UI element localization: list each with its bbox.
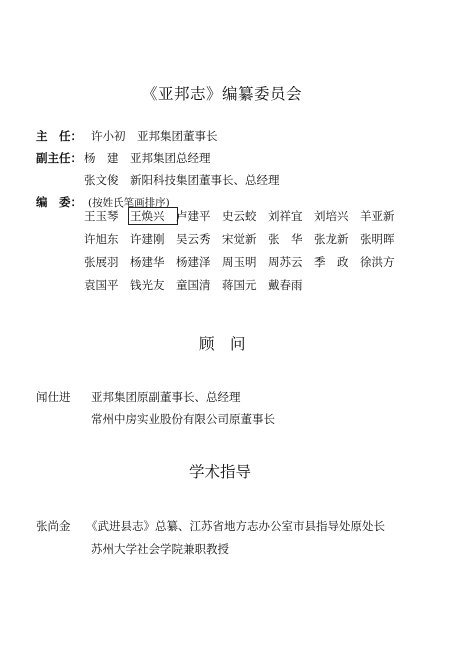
members-label: 编 委： <box>36 195 82 209</box>
advisor-title: 亚邦集团原副董事长、总经理 <box>91 390 241 404</box>
member-name: 卢建平 <box>176 209 211 223</box>
member-name: 吴云秀 <box>176 232 211 246</box>
page-title: 《亚邦志》编纂委员会 <box>142 85 303 103</box>
member-name: 史云蛟 <box>222 209 257 223</box>
director-label: 主 任： <box>36 129 82 143</box>
member-name: 许建刚 <box>130 232 165 246</box>
member-name: 童国清 <box>176 278 211 292</box>
member-name: 王玉琴 <box>84 209 119 223</box>
deputy-label: 副主任： <box>36 151 82 165</box>
member-name: 羊亚新 <box>360 209 395 223</box>
member-name-highlighted: 王焕兴 <box>130 209 176 223</box>
member-name: 张龙新 <box>314 232 349 246</box>
member-name: 刘祥宜 <box>268 209 303 223</box>
member-name: 杨建泽 <box>176 255 211 269</box>
member-name: 刘培兴 <box>314 209 349 223</box>
academic-advisor-title: 苏州大学社会学院兼职教授 <box>91 542 229 556</box>
member-name: 钱光友 <box>130 278 165 292</box>
member-name: 徐洪方 <box>360 255 395 269</box>
deputy-entry: 张文俊 新阳科技集团董事长、总经理 <box>84 173 280 187</box>
academic-advisor-name: 张尚金 <box>36 519 71 533</box>
member-name: 张明晖 <box>360 232 395 246</box>
academic-heading: 学术指导 <box>189 463 252 481</box>
members-list <box>84 209 406 292</box>
academic-advisor-title: 《武进县志》总纂、江苏省地方志办公室市县指导处原处长 <box>86 519 385 533</box>
member-name: 戴春雨 <box>268 278 303 292</box>
members-order-note: (按姓氏笔画排序) <box>88 197 170 209</box>
member-name: 许旭东 <box>84 232 119 246</box>
member-name: 季 政 <box>314 255 349 269</box>
member-name: 周苏云 <box>268 255 303 269</box>
director-entry: 许小初 亚邦集团董事长 <box>91 129 218 143</box>
member-name: 宋觉新 <box>222 232 257 246</box>
member-name: 袁国平 <box>84 278 119 292</box>
advisor-name: 闻仕进 <box>36 390 71 404</box>
member-name: 张展羽 <box>84 255 119 269</box>
advisor-heading: 顾 问 <box>199 335 246 353</box>
deputy-entry: 杨 建 亚邦集团总经理 <box>84 151 211 165</box>
member-name: 张 华 <box>268 232 303 246</box>
member-name: 蒋国元 <box>222 278 257 292</box>
member-name: 杨建华 <box>130 255 165 269</box>
advisor-title: 常州中房实业股份有限公司原董事长 <box>91 412 275 426</box>
member-name: 周玉明 <box>222 255 257 269</box>
